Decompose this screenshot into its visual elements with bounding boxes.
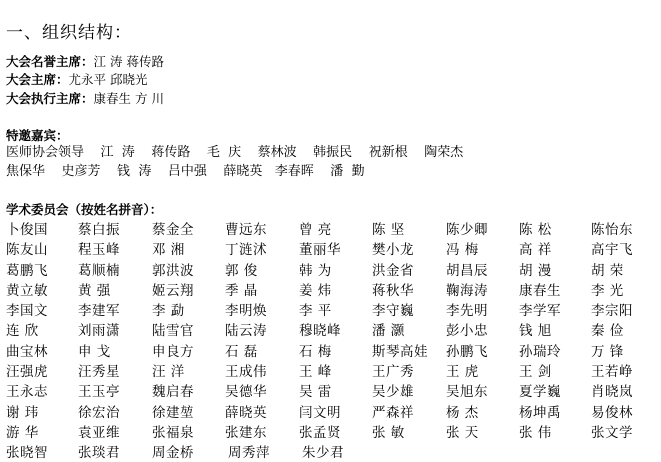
- committee-member: 徐建堃: [152, 404, 194, 421]
- committee-member: 石 磊: [225, 343, 258, 360]
- committee-member: 连 欣: [6, 323, 39, 340]
- committee-member: 潘 灏: [372, 323, 405, 340]
- committee-member: 王成伟: [225, 364, 267, 381]
- committee-member: 游 华: [6, 424, 39, 441]
- committee-row: [6, 238, 656, 258]
- committee-member: 陆雪官: [152, 323, 194, 340]
- committee-row: [6, 441, 656, 461]
- committee-member: 孙鹏飞: [446, 343, 488, 360]
- chair-line: [6, 70, 148, 88]
- committee-member: 李明焕: [225, 303, 267, 320]
- committee-member: 汪秀星: [78, 364, 120, 381]
- committee-label: 学术委员会（按姓名拼音）：: [6, 202, 163, 217]
- committee-member: 蔡金全: [152, 222, 194, 238]
- committee-member: 樊小龙: [372, 242, 414, 259]
- committee-member: 肖晓岚: [591, 384, 633, 401]
- committee-member: 姬云翔: [152, 282, 194, 299]
- committee-member: 王 虎: [446, 364, 479, 381]
- committee-member: 康春生: [519, 282, 561, 299]
- committee-member: 曲宝林: [6, 343, 48, 360]
- section-title: 一、组织结构：: [6, 23, 132, 43]
- committee-member: 易俊林: [591, 404, 633, 421]
- committee-member: 吴德华: [225, 384, 267, 401]
- executive-chair-value: 康春生 方 川: [93, 91, 164, 106]
- committee-member: 黄立敏: [6, 282, 48, 299]
- honorary-chair-line: [6, 52, 164, 70]
- committee-row: [6, 259, 656, 279]
- committee-member: 张 伟: [519, 424, 552, 441]
- committee-row: [6, 279, 656, 299]
- committee-member: 吴少雄: [372, 384, 414, 401]
- committee-member: 邓 湘: [152, 242, 185, 259]
- committee-member: 胡 漫: [519, 262, 552, 279]
- committee-member: 严森祥: [372, 404, 414, 421]
- committee-member: 王广秀: [372, 364, 414, 381]
- committee-member: 石 梅: [299, 343, 332, 360]
- committee-member: 蔡白振: [78, 222, 120, 238]
- committee-row: [6, 340, 656, 360]
- committee-member: 杨坤禹: [519, 404, 561, 421]
- committee-member: 周秀萍: [228, 445, 270, 462]
- committee-member: 韩 为: [299, 262, 332, 279]
- committee-row: [6, 299, 656, 319]
- honorary-chair-value: 江 涛 蒋传路: [93, 54, 164, 69]
- committee-member: 王 剑: [519, 364, 552, 381]
- committee-member: 曾 亮: [299, 222, 332, 238]
- committee-member: 孙瑞玲: [519, 343, 561, 360]
- honorary-chair-label: 大会名誉主席：: [6, 54, 94, 69]
- committee-member: 穆晓峰: [299, 323, 341, 340]
- committee-member: 申 戈: [78, 343, 111, 360]
- committee-member: 张孟贤: [299, 424, 341, 441]
- committee-row: [6, 401, 656, 421]
- committee-member: 张文学: [591, 424, 633, 441]
- committee-member: 张 敏: [372, 424, 405, 441]
- committee-member: 王永志: [6, 384, 48, 401]
- executive-chair-label: 大会执行主席：: [6, 91, 94, 106]
- committee-row: [6, 218, 656, 238]
- committee-member: 刘雨潇: [78, 323, 120, 340]
- committee-member: 高 祥: [519, 242, 552, 259]
- committee-member: 卜俊国: [6, 222, 48, 238]
- committee-member: 胡 荣: [591, 262, 624, 279]
- committee-member: 杨 杰: [446, 404, 479, 421]
- committee-member: 魏启春: [152, 384, 194, 401]
- committee-member: 吴旭东: [446, 384, 488, 401]
- committee-member: 张晓智: [6, 445, 48, 462]
- committee-row: [6, 360, 656, 380]
- committee-member: 高宇飞: [591, 242, 633, 259]
- committee-member: 李学军: [519, 303, 561, 320]
- committee-member: 冯 梅: [446, 242, 479, 259]
- committee-row: [6, 319, 656, 339]
- committee-member: 申良方: [152, 343, 194, 360]
- committee-member: 董丽华: [299, 242, 341, 259]
- committee-member: 郭洪波: [152, 262, 194, 279]
- committee-member: 张琰君: [78, 445, 120, 462]
- committee-member: 陈怡东: [591, 222, 633, 238]
- committee-member: 斯琴高娃: [372, 343, 428, 360]
- committee-member: 李 平: [299, 303, 332, 320]
- committee-member: 李守巍: [372, 303, 414, 320]
- committee-member: 钱 旭: [519, 323, 552, 340]
- committee-member: 鞠海涛: [446, 282, 488, 299]
- committee-member: 陈友山: [6, 242, 48, 259]
- guests-label: 特邀嘉宾：: [6, 128, 69, 143]
- committee-member: 李国文: [6, 303, 48, 320]
- committee-member: 陈少卿: [446, 222, 488, 238]
- committee-member: 胡昌辰: [446, 262, 488, 279]
- committee-member: 李宗阳: [591, 303, 633, 320]
- committee-member: 黄 强: [78, 282, 111, 299]
- chair-value: 尤永平 邱晓光: [68, 72, 148, 87]
- committee-member: 洪金省: [372, 262, 414, 279]
- committee-member: 季 晶: [225, 282, 258, 299]
- committee-member: 汪强虎: [6, 364, 48, 381]
- committee-member: 薛晓英: [225, 404, 267, 421]
- executive-chair-line: [6, 89, 164, 107]
- committee-member: 蒋秋华: [372, 282, 414, 299]
- committee-member: 谢 玮: [6, 404, 39, 421]
- committee-member: 葛顺楠: [78, 262, 120, 279]
- committee-member: 徐宏治: [78, 404, 120, 421]
- committee-member: 王玉亭: [78, 384, 120, 401]
- committee-member: 夏学巍: [519, 384, 561, 401]
- chair-label: 大会主席：: [6, 72, 69, 87]
- committee-member: 王若峥: [591, 364, 633, 381]
- committee-member: 李 勐: [152, 303, 185, 320]
- committee-member: 吴 雷: [299, 384, 332, 401]
- committee-member: 王 峰: [299, 364, 332, 381]
- committee-row: [6, 421, 656, 441]
- committee-member: 汪 洋: [152, 364, 185, 381]
- committee-member: 周金桥: [152, 445, 194, 462]
- committee-member: 张建东: [225, 424, 267, 441]
- committee-member: 秦 俭: [591, 323, 624, 340]
- committee-member: 陆云涛: [225, 323, 267, 340]
- committee-member: 张 天: [446, 424, 479, 441]
- committee-member: 袁亚维: [78, 424, 120, 441]
- committee-member: 彭小忠: [446, 323, 488, 340]
- guests-line-1: 医师协会领导 江 涛 蒋传路 毛 庆 蔡林波 韩振民 祝新根 陶荣杰: [6, 145, 464, 160]
- committee-member: 李建军: [78, 303, 120, 320]
- committee-grid: [6, 218, 656, 462]
- committee-member: 陈 松: [519, 222, 552, 238]
- committee-member: 葛鹏飞: [6, 262, 48, 279]
- committee-member: 闫文明: [299, 404, 341, 421]
- committee-member: 朱少君: [302, 445, 344, 462]
- committee-member: 张福泉: [152, 424, 194, 441]
- committee-member: 姜 炜: [299, 282, 332, 299]
- committee-member: 程玉峰: [78, 242, 120, 259]
- guests-line-2: 焦保华 史彦芳 钱 涛 吕中强 薛晓英 李春晖 潘 勤: [6, 164, 365, 179]
- committee-member: 郭 俊: [225, 262, 258, 279]
- committee-member: 曹远东: [225, 222, 267, 238]
- committee-member: 陈 坚: [372, 222, 405, 238]
- committee-member: 李先明: [446, 303, 488, 320]
- committee-member: 万 锋: [591, 343, 624, 360]
- committee-member: 丁涟沭: [225, 242, 267, 259]
- committee-row: [6, 380, 656, 400]
- committee-member: 李 光: [591, 282, 624, 299]
